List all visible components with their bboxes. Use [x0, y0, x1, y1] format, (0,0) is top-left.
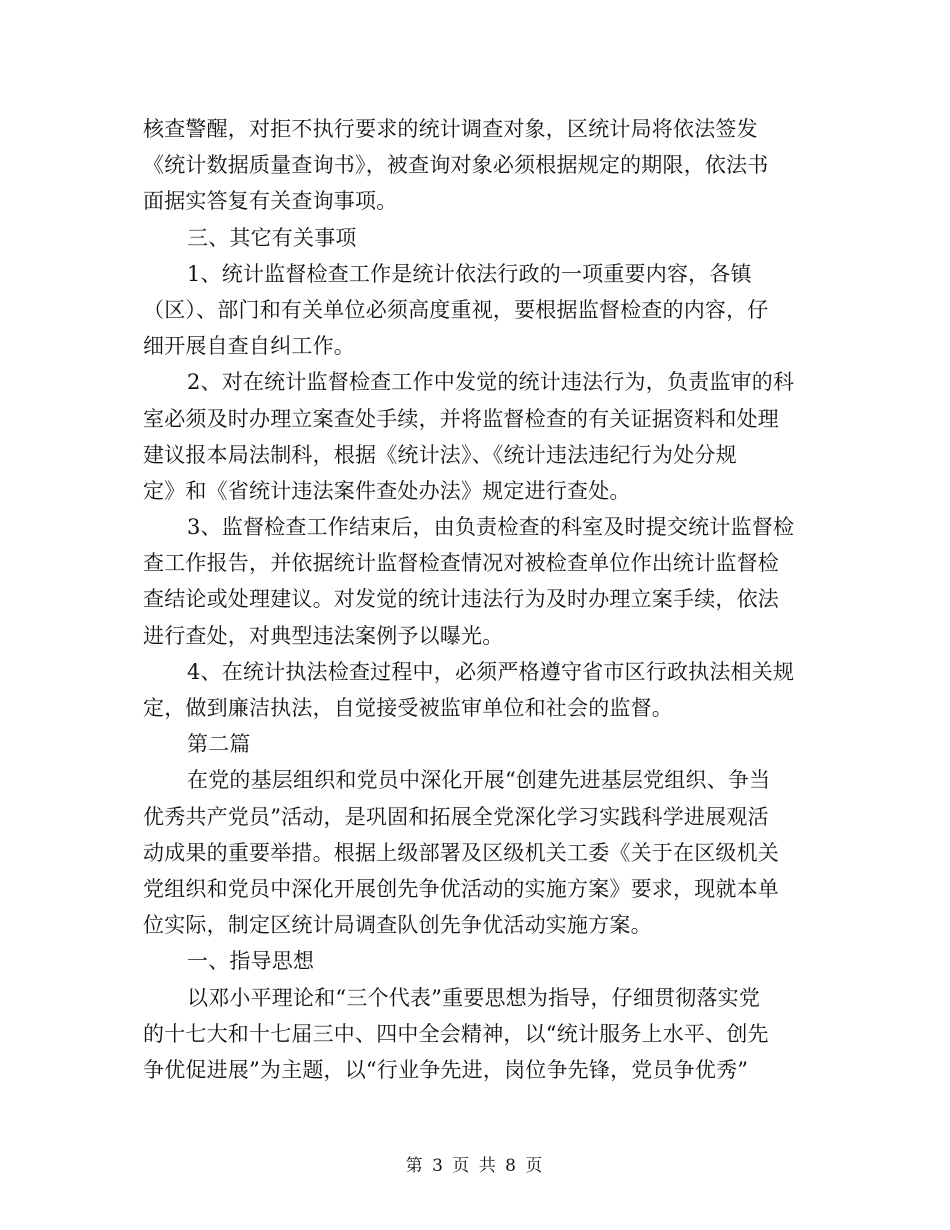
- text-line-13: 查工作报告，并依据统计监督检查情况对被检查单位作出统计监督检: [143, 551, 779, 576]
- text-line-10: 建议报本局法制科，根据《统计法》、《统计违法违纪行为处分规: [143, 442, 737, 467]
- text-line-11: 定》和《省统计违法案件查处办法》规定进行查处。: [143, 478, 631, 503]
- text-line-27: 争优促进展”为主题，以“行业争先进，岗位争先锋，党员争优秀”: [143, 1057, 749, 1082]
- text-line-25: 以邓小平理论和“三个代表”重要思想为指导，仔细贯彻落实党: [187, 985, 761, 1010]
- text-line-5: 1、统计监督检查工作是统计依法行政的一项重要内容，各镇: [187, 261, 752, 286]
- text-line-1: 核查警醒，对拒不执行要求的统计调查对象，区统计局将依法签发: [143, 117, 758, 141]
- text-line-9: 室必须及时办理立案查处手续，并将监督检查的有关证据资料和处理: [143, 406, 779, 431]
- text-line-20: 优秀共产党员”活动，是巩固和拓展全党深化学习实践科学进展观活: [143, 804, 769, 829]
- part-heading-second: 第二篇: [187, 732, 251, 757]
- text-line-19: 在党的基层组织和党员中深化开展“创建先进基层党组织、争当: [187, 768, 771, 793]
- text-line-14: 查结论或处理建议。对发觉的统计违法行为及时办理立案手续，依法: [143, 587, 779, 612]
- text-line-21: 动成果的重要举措。根据上级部署及区级机关工委《关于在区级机关: [143, 840, 779, 865]
- text-line-22: 党组织和党员中深化开展创先争优活动的实施方案》要求，现就本单: [143, 876, 779, 901]
- text-line-8: 2、对在统计监督检查工作中发觉的统计违法行为，负责监审的科: [187, 370, 795, 395]
- section-heading-other-matters: 三、其它有关事项: [187, 225, 357, 250]
- section-heading-guiding-thought: 一、指导思想: [187, 949, 315, 974]
- text-line-23: 位实际，制定区统计局调查队创先争优活动实施方案。: [143, 913, 652, 938]
- page-number-footer: 第 3 页 共 8 页: [405, 1156, 545, 1176]
- text-line-12: 3、监督检查工作结束后，由负责检查的科室及时提交统计监督检: [187, 515, 795, 540]
- text-line-6: （区）、部门和有关单位必须高度重视，要根据监督检查的内容，仔: [143, 297, 769, 322]
- text-line-3: 面据实答复有关查询事项。: [143, 189, 398, 214]
- document-body: [143, 111, 823, 1088]
- text-line-17: 定，做到廉洁执法，自觉接受被监审单位和社会的监督。: [143, 696, 673, 720]
- text-line-16: 4、在统计执法检查过程中，必须严格遵守省市区行政执法相关规: [187, 659, 795, 684]
- text-line-7: 细开展自查自纠工作。: [143, 334, 355, 359]
- text-line-2: 《统计数据质量查询书》，被查询对象必须根据规定的期限，依法书: [143, 153, 769, 178]
- text-line-15: 进行查处，对典型违法案例予以曝光。: [143, 623, 504, 648]
- text-line-26: 的十七大和十七届三中、四中全会精神，以“统计服务上水平、创先: [143, 1021, 769, 1046]
